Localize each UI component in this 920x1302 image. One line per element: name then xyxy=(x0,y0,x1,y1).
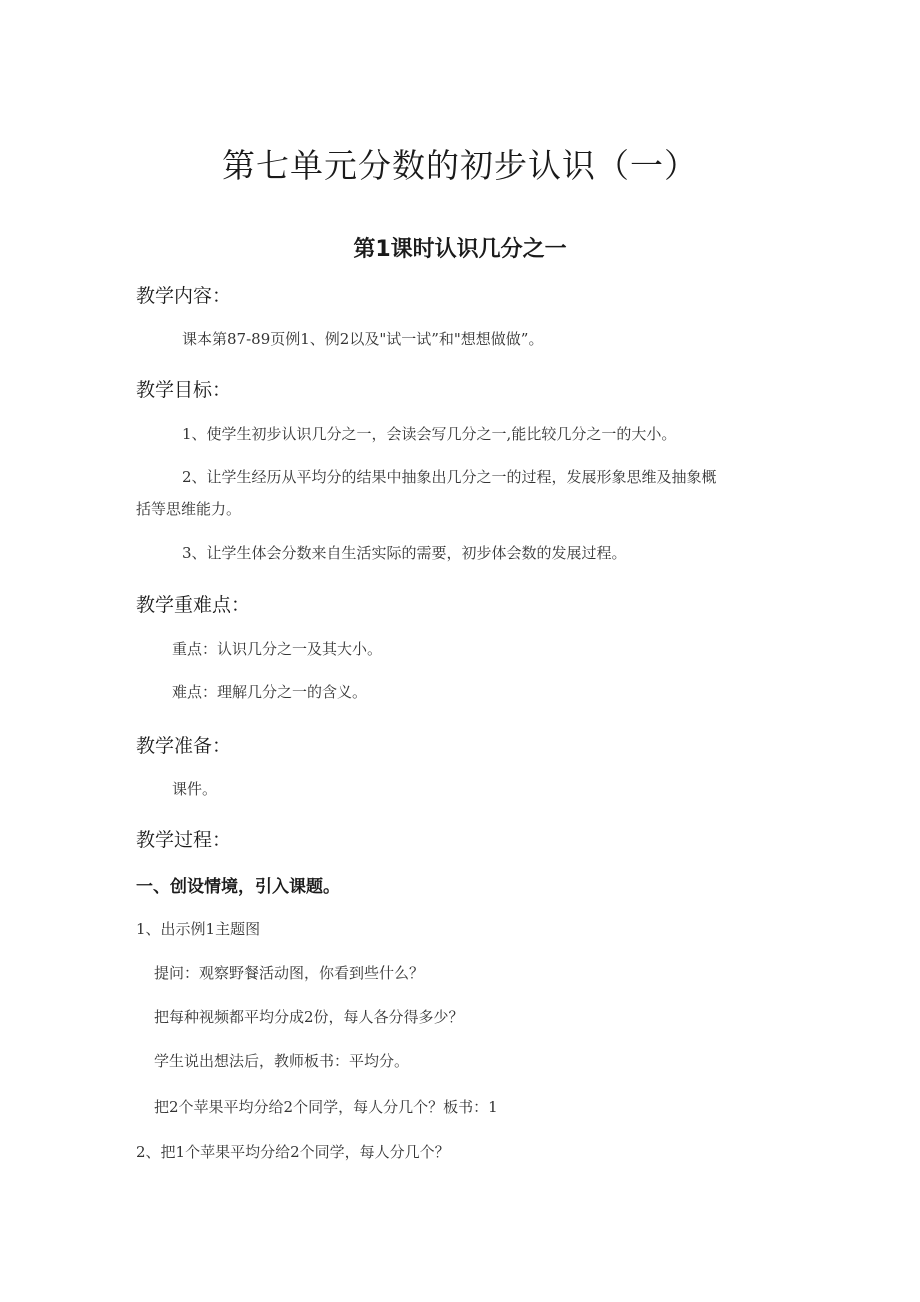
goal-item-1: 1、使学生初步认识几分之一，会读会写几分之一,能比较几分之一的大小。 xyxy=(182,425,677,443)
section-heading-preparation: 教学准备： xyxy=(136,735,232,757)
goal-item-2-line-1: 2、让学生经历从平均分的结果中抽象出几分之一的过程，发展形象思维及抽象概 xyxy=(182,468,717,486)
process-question-2: 把每种视频都平均分成2份，每人各分得多少？ xyxy=(154,1008,464,1026)
section-heading-goals: 教学目标： xyxy=(136,379,232,401)
process-question-4: 把2个苹果平均分给2个同学，每人分几个？板书：1 xyxy=(154,1098,498,1116)
goal-item-2-line-2: 括等思维能力。 xyxy=(136,500,242,518)
section-heading-content: 教学内容： xyxy=(136,285,232,307)
page-title: 第七单元分数的初步认识（一） xyxy=(222,146,698,185)
section-heading-key-points: 教学重难点： xyxy=(136,594,251,616)
section-heading-process: 教学过程： xyxy=(136,829,232,851)
key-point: 重点：认识几分之一及其大小。 xyxy=(172,640,383,658)
process-question-3: 学生说出想法后，教师板书：平均分。 xyxy=(154,1052,410,1070)
content-text: 课本第87-89页例1、例2以及"试一试”和"想想做做”。 xyxy=(182,330,544,348)
process-question-1: 提问：观察野餐活动图，你看到些什么？ xyxy=(154,964,425,982)
preparation-text: 课件。 xyxy=(172,780,218,798)
goal-item-3: 3、让学生体会分数来自生活实际的需要，初步体会数的发展过程。 xyxy=(182,544,627,562)
process-part-1-heading: 一、创设情境，引入课题。 xyxy=(136,877,340,897)
difficult-point: 难点：理解几分之一的含义。 xyxy=(172,683,368,701)
lesson-subtitle: 第1课时认识几分之一 xyxy=(353,237,567,262)
process-step-2: 2、把1个苹果平均分给2个同学，每人分几个？ xyxy=(136,1143,450,1161)
process-step-1: 1、出示例1主题图 xyxy=(136,920,261,938)
